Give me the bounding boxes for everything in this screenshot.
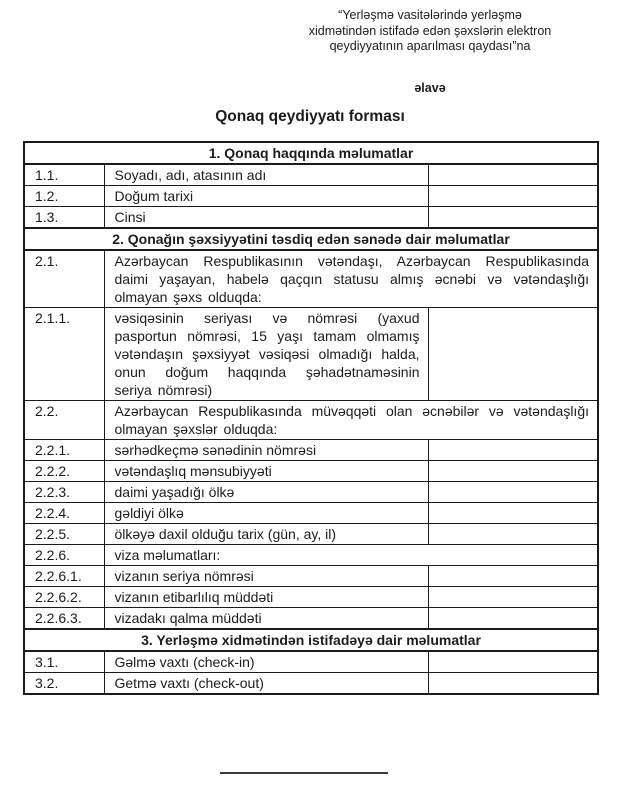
row-label: Cinsi — [104, 207, 428, 229]
signature-line — [220, 772, 388, 774]
row-value-cell — [428, 164, 598, 186]
annex-note — [263, 8, 597, 96]
row-label: gəldiyi ölkə — [104, 503, 428, 524]
row-number: 2.1. — [24, 250, 104, 308]
row-number: 2.2.1. — [24, 440, 104, 461]
row-label: vəsiqəsinin seriyası və nömrəsi (yaxud pasportun nömrəsi, 15 yaşı tamam olmamış vətəndaşın şəxsiyyət vəsiqəsi olmadığı halda, onun doğum haqqında şəhadətnaməsinin seriya nömrəsi) — [104, 308, 428, 401]
row-label: ölkəyə daxil olduğu tarix (gün, ay, il) — [104, 524, 428, 545]
row-number: 2.2.4. — [24, 503, 104, 524]
row-label: Getmə vaxtı (check-out) — [104, 673, 428, 695]
row-label: Doğum tarixi — [104, 186, 428, 207]
row-number: 1.1. — [24, 164, 104, 186]
table-row-3-2 — [24, 673, 598, 695]
annex-note-line-3: qeydiyyatının aparılması qaydası”na — [329, 39, 531, 53]
table-row-2-1 — [24, 250, 598, 308]
table-row-2-2-3 — [24, 482, 598, 503]
table-row-3-1 — [24, 651, 598, 673]
row-number: 2.2.6.3. — [24, 608, 104, 630]
row-number: 2.2.3. — [24, 482, 104, 503]
row-label: daimi yaşadığı ölkə — [104, 482, 428, 503]
table-row-2-2-6 — [24, 545, 598, 566]
table-row-2-1-1 — [24, 308, 598, 401]
row-value-cell — [428, 440, 598, 461]
row-number: 3.1. — [24, 651, 104, 673]
table-row-2-2-4 — [24, 503, 598, 524]
row-number: 2.2.6. — [24, 545, 104, 566]
table-row-section-3 — [24, 629, 598, 651]
table-row-1-1 — [24, 164, 598, 186]
form-title: Qonaq qeydiyyatı forması — [215, 108, 405, 125]
table-row-1-2 — [24, 186, 598, 207]
row-number: 1.2. — [24, 186, 104, 207]
row-label: viza məlumatları: — [104, 545, 598, 566]
row-value-cell — [428, 673, 598, 695]
row-value-cell — [428, 651, 598, 673]
table-row-1-3 — [24, 207, 598, 229]
row-value-cell — [428, 566, 598, 587]
section-1-header: 1. Qonaq haqqında məlumatlar — [24, 142, 598, 164]
row-label: vizanın etibarlılıq müddəti — [104, 587, 428, 608]
row-number: 2.2.6.2. — [24, 587, 104, 608]
row-label: vətəndaşlıq mənsubiyyəti — [104, 461, 428, 482]
table-row-section-2 — [24, 228, 598, 250]
row-number: 1.3. — [24, 207, 104, 229]
row-number: 2.2.2. — [24, 461, 104, 482]
row-label: Gəlmə vaxtı (check-in) — [104, 651, 428, 673]
table-row-2-2-6-1 — [24, 566, 598, 587]
table-row-2-2-6-3 — [24, 608, 598, 630]
row-value-cell — [428, 461, 598, 482]
row-number: 2.2. — [24, 401, 104, 440]
row-label: vizanın seriya nömrəsi — [104, 566, 428, 587]
table-row-2-2-5 — [24, 524, 598, 545]
annex-label: əlavə — [414, 80, 446, 95]
annex-note-line-1: “Yerləşmə vasitələrində yerləşmə — [338, 8, 522, 22]
row-value-cell — [428, 608, 598, 630]
row-value-cell — [428, 186, 598, 207]
row-value-cell — [428, 524, 598, 545]
annex-note-line-2: xidmətindən istifadə edən şəxslərin elektron — [308, 23, 552, 38]
table-row-2-2 — [24, 401, 598, 440]
row-label: sərhədkeçmə sənədinin nömrəsi — [104, 440, 428, 461]
table-row-section-1 — [24, 142, 598, 164]
table-row-2-2-6-2 — [24, 587, 598, 608]
row-number: 3.2. — [24, 673, 104, 695]
row-number: 2.2.6.1. — [24, 566, 104, 587]
row-value-cell — [428, 308, 598, 401]
row-label: Azərbaycan Respublikasında müvəqqəti olan əcnəbilər və vətəndaşlığı olmayan şəxslər olduqda: — [104, 401, 598, 440]
row-label: Soyadı, adı, atasının adı — [104, 164, 428, 186]
guest-registration-table — [23, 141, 599, 695]
row-value-cell — [428, 207, 598, 229]
row-number: 2.1.1. — [24, 308, 104, 401]
row-number: 2.2.5. — [24, 524, 104, 545]
section-2-header: 2. Qonağın şəxsiyyətini təsdiq edən sənədə dair məlumatlar — [24, 228, 598, 250]
row-label: Azərbaycan Respublikasının vətəndaşı, Azərbaycan Respublikasında daimi yaşayan, habelə qaçqın statusu almış əcnəbi və vətəndaşlığı olmayan şəxs olduqda: — [104, 250, 598, 308]
row-value-cell — [428, 587, 598, 608]
section-3-header: 3. Yerləşmə xidmətindən istifadəyə dair məlumatlar — [24, 629, 598, 651]
table-row-2-2-2 — [24, 461, 598, 482]
table-row-2-2-1 — [24, 440, 598, 461]
row-label: vizadakı qalma müddəti — [104, 608, 428, 630]
row-value-cell — [428, 503, 598, 524]
row-value-cell — [428, 482, 598, 503]
